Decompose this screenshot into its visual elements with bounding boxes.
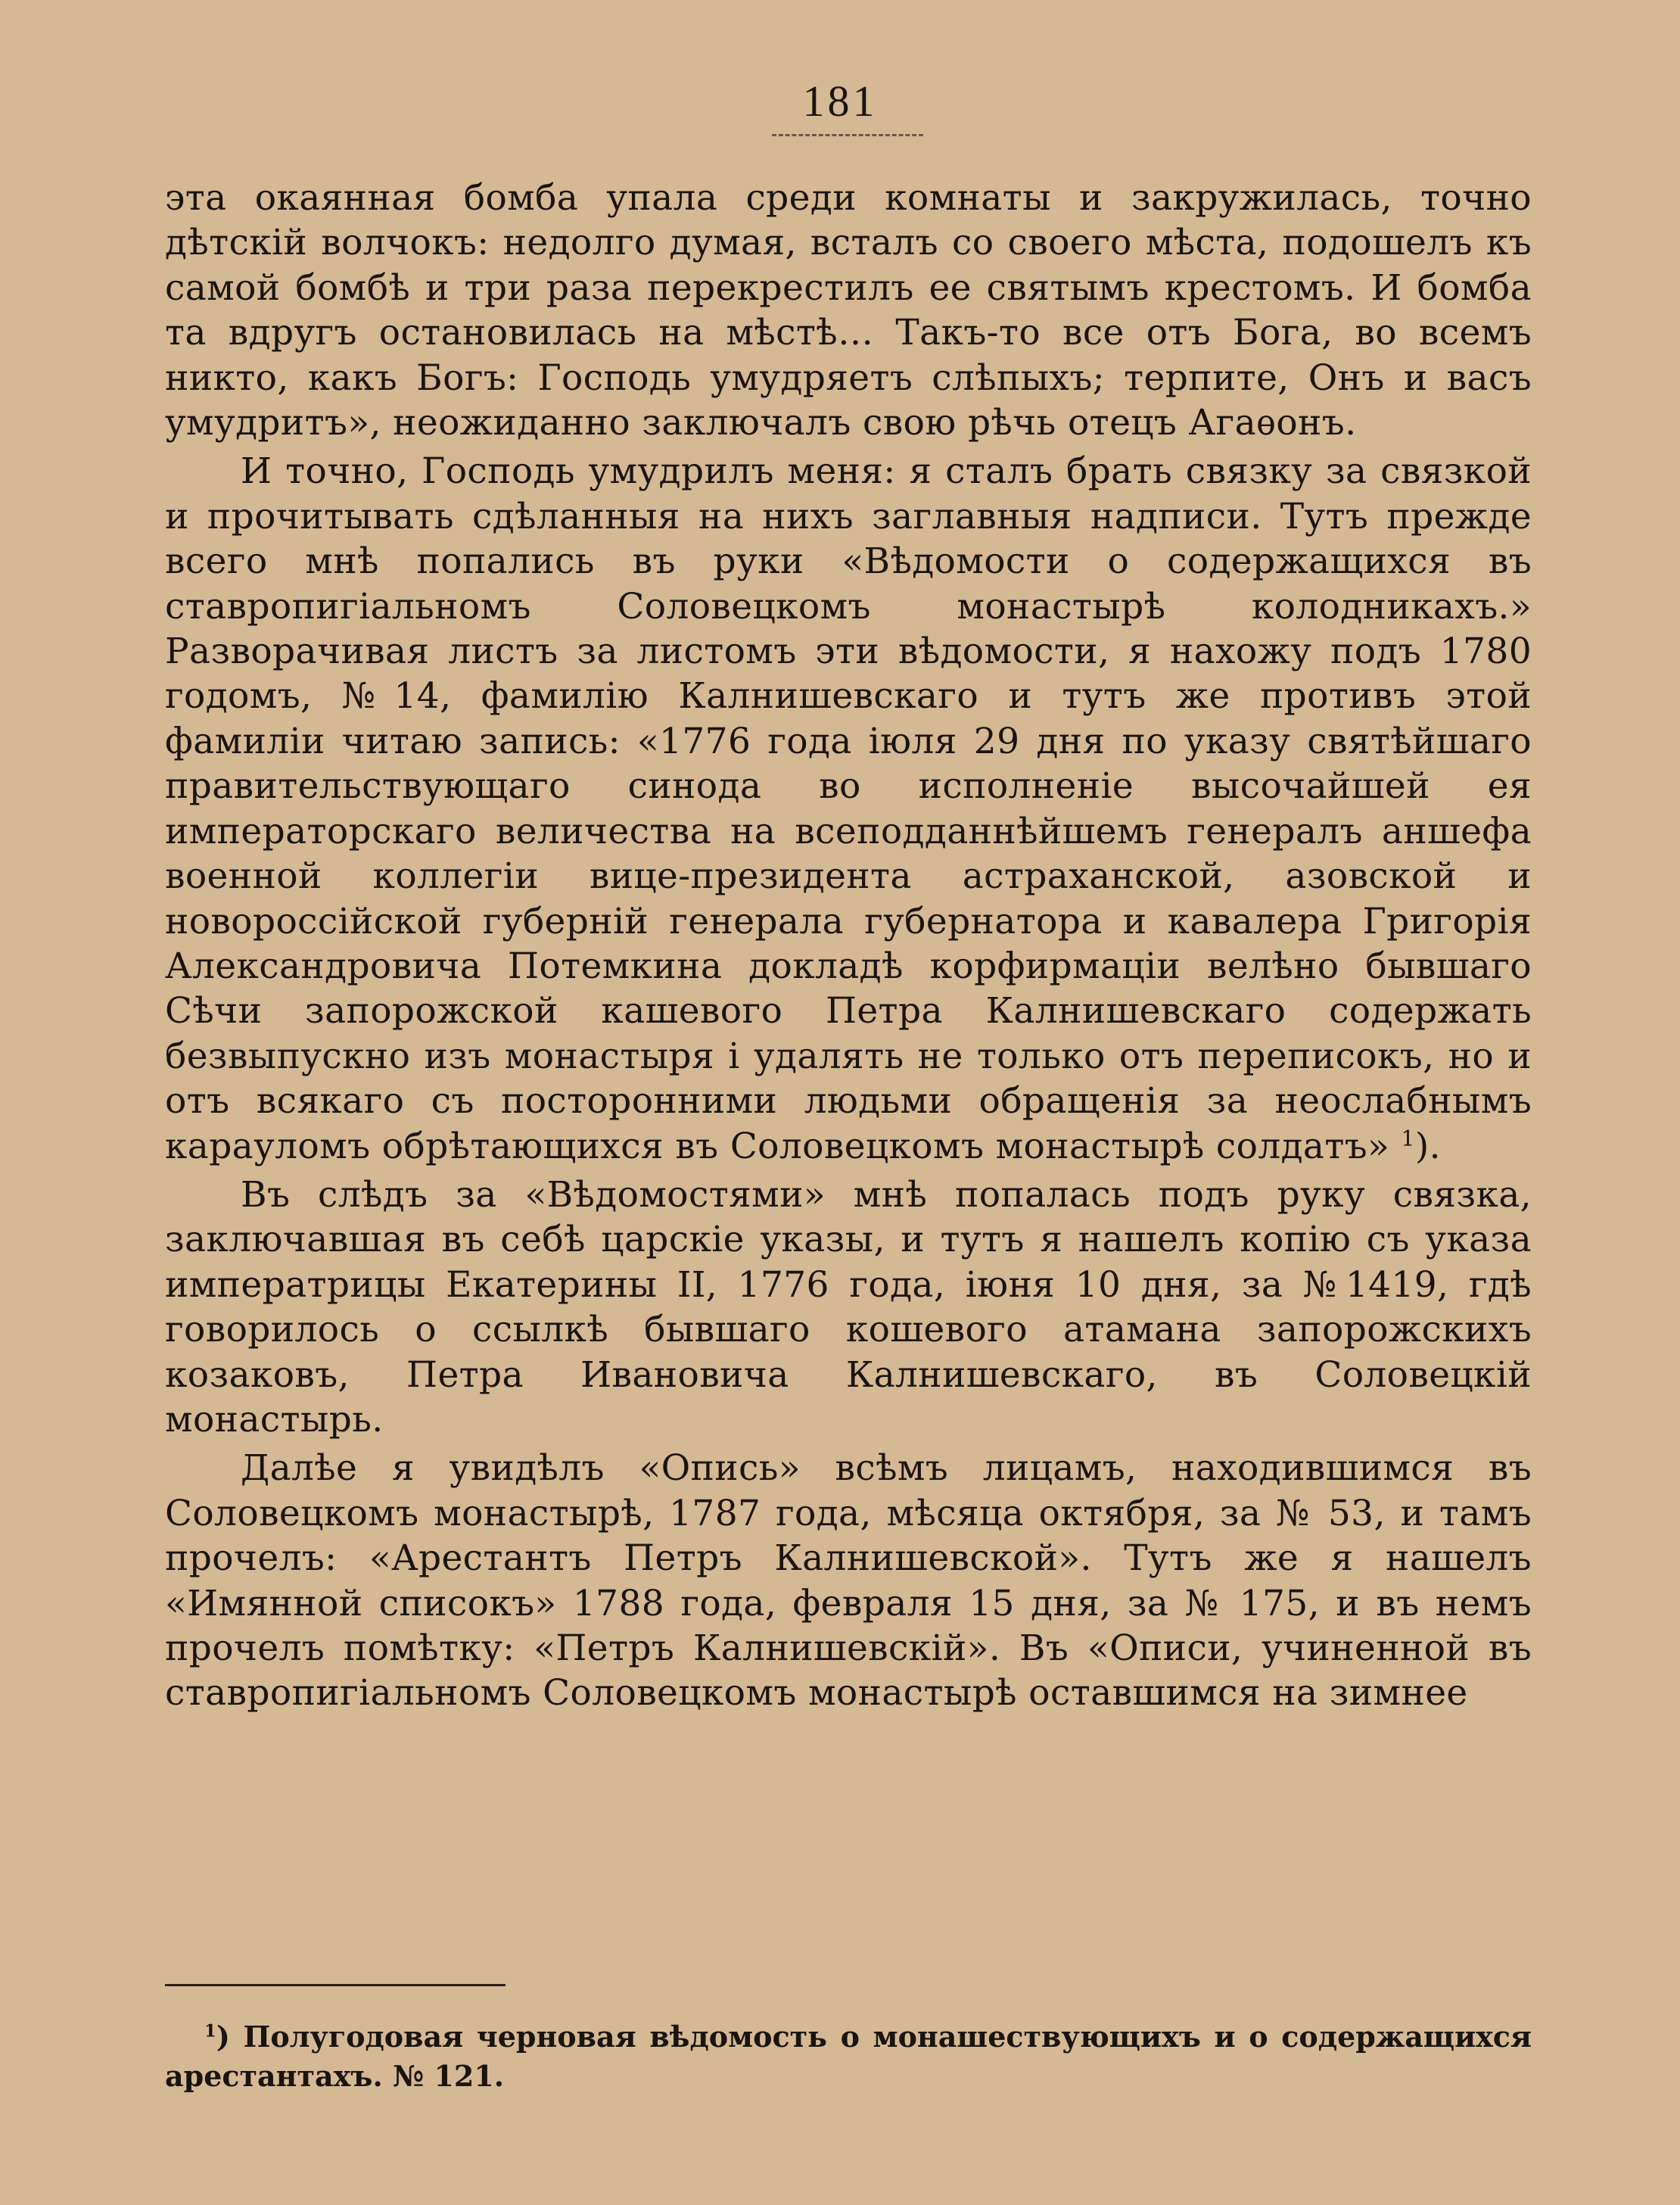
- paragraph-4: Далѣе я увидѣлъ «Опись» всѣмъ лицамъ, находившимся въ Соловецкомъ монастырѣ, 1787 года, мѣсяца октября, за № 53, и тамъ прочелъ: «Арестантъ Петръ Калнишевской». Тутъ же я нашелъ «Имянной списокъ» 1788 года, февраля 15 дня, за № 175, и въ немъ прочелъ помѣтку: «Петръ Калнишевскій». Въ «Описи, учиненной въ ставропигіальномъ Соловецкомъ монастырѣ оставшимся на зимнее: [165, 1447, 1532, 1714]
- paragraph-3: Въ слѣдъ за «Вѣдомостями» мнѣ попалась подъ руку связка, заключавшая въ себѣ царскіе указы, и тутъ я нашелъ копію съ указа императрицы Екатерины II, 1776 года, іюня 10 дня, за №1419, гдѣ говорилось о ссылкѣ бывшаго кошевого атамана запорожскихъ козаковъ, Петра Ивановича Калнишевскаго, въ Соловецкій монастырь.: [165, 1173, 1532, 1440]
- header-rule: [772, 134, 923, 136]
- footnote-marker: 1: [204, 2021, 216, 2041]
- footnote: $^1$) Полугодовая черновая вѣдомость о монашествующихъ и о содержащихся арестантахъ. № 121.: [165, 2020, 1532, 2093]
- footnote-rule: [165, 1984, 506, 1986]
- paragraph-2-text: И точно, Господь умудрилъ меня: я сталъ брать связку за связкой и прочитывать сдѣланныя на нихъ заглавныя надписи. Тутъ прежде всего мнѣ попались въ руки «Вѣдомости о содержащихся въ ставропигіальномъ Соловецкомъ монастырѣ колодникахъ.» Разворачивая листъ за листомъ эти вѣдомости, я нахожу подъ 1780 годомъ, №14, фамилію Калнишевскаго и тутъ же противъ этой фамиліи читаю запись: «1776 года іюля 29 дня по указу святѣйшаго правительствующаго синода во исполненіе высочайшей ея императорскаго величества на всеподданнѣйшемъ генералъ аншефа военной коллегіи вице-президента астраханской, азовской и новороссійской губерній генерала губернатора и кавалера Григорія Александровича Потемкина докладѣ корфирмаціи велѣно бывшаго Сѣчи запорожской кашевого Петра Калнишевскаго содержать безвыпускно изъ монастыря і удалять не только отъ переписокъ, но и отъ всякаго съ посторонними людьми обращенія за неослабнымъ карауломъ обрѣтающихся въ Соловецкомъ монастырѣ солдатъ»: [165, 450, 1532, 1167]
- page-number: 181: [802, 76, 878, 126]
- paragraph-2: [165, 449, 1532, 1169]
- paragraph-1: эта окаянная бомба упала среди комнаты и закружилась, точно дѣтскій волчокъ: недолго думая, всталъ со своего мѣста, подошелъ къ самой бомбѣ и три раза перекрестилъ ее святымъ крестомъ. И бомба та вдругъ остановилась на мѣстѣ… Такъ-то все отъ Бога, во всемъ никто, какъ Богъ: Господь умудряетъ слѣпыхъ; терпите, Онъ и васъ умудритъ», неожиданно заключалъ свою рѣчь отецъ Агаѳонъ.: [165, 177, 1532, 444]
- footnote-text: Полугодовая черновая вѣдомость о монашествующихъ и о содержащихся арестантахъ. № 121.: [165, 2020, 1532, 2093]
- body-text: [165, 176, 1532, 1716]
- footnote-reference-suffix: ).: [1414, 1125, 1441, 1167]
- footnote-reference: 1: [1401, 1125, 1415, 1151]
